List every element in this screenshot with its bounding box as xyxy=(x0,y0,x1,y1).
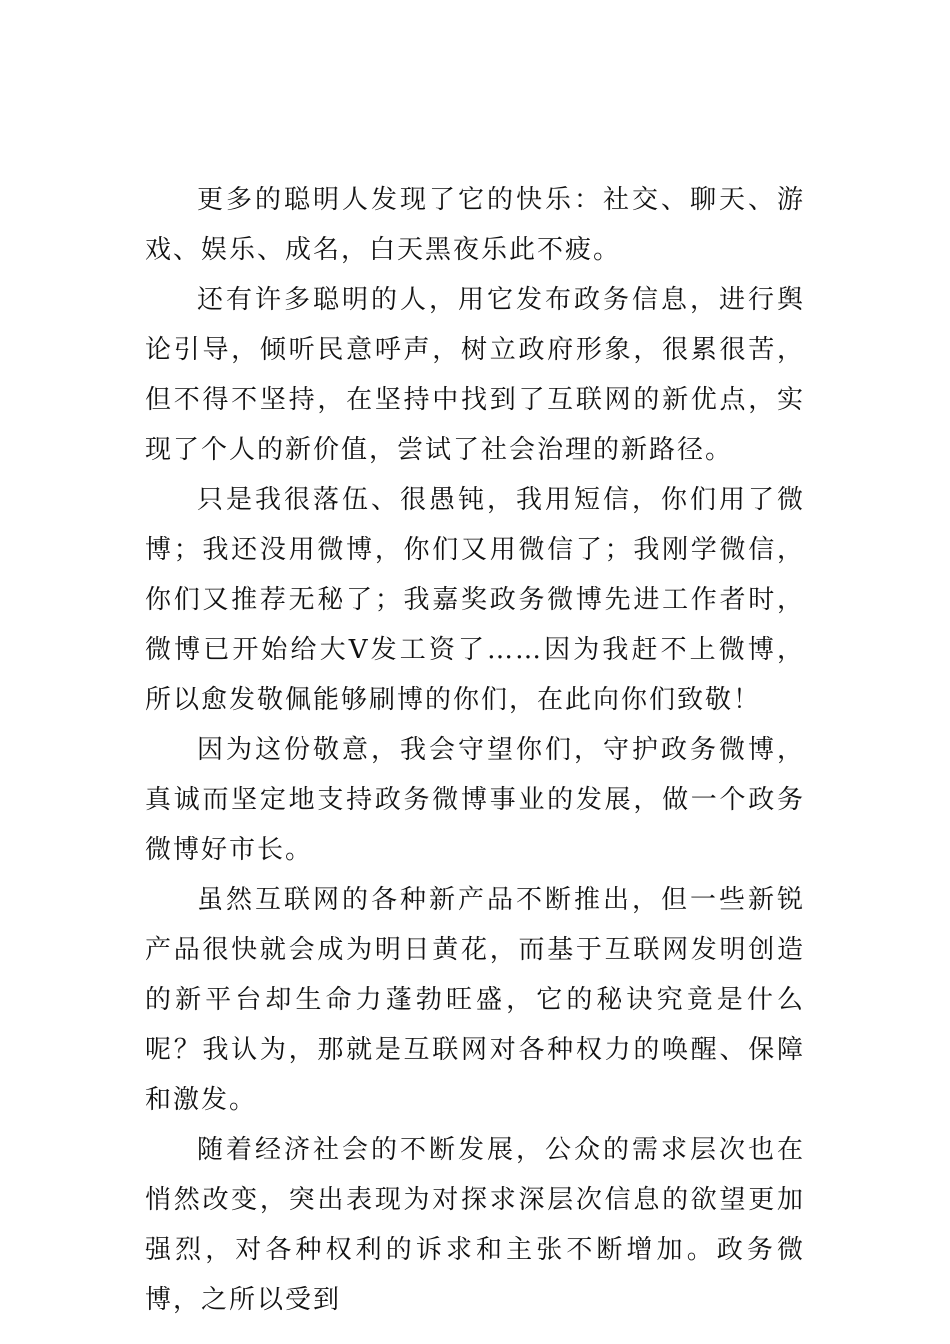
paragraph: 随着经济社会的不断发展，公众的需求层次也在悄然改变，突出表现为对探求深层次信息的欲望更加强烈，对各种权利的诉求和主张不断增加。政务微博，之所以受到 xyxy=(145,1135,805,1315)
paragraph: 只是我很落伍、很愚钝，我用短信，你们用了微博；我还没用微博，你们又用微信了；我刚学微信，你们又推荐无秘了；我嘉奖政务微博先进工作者时，微博已开始给大V发工资了……因为我赶不上微博，所以愈发敬佩能够刷博的你们，在此向你们致敬！ xyxy=(145,485,805,715)
paragraph: 因为这份敬意，我会守望你们，守护政务微博，真诚而坚定地支持政务微博事业的发展，做一个政务微博好市长。 xyxy=(145,735,805,865)
paragraph: 更多的聪明人发现了它的快乐：社交、聊天、游戏、娱乐、成名，白天黑夜乐此不疲。 xyxy=(145,185,805,265)
document-body xyxy=(145,175,805,1325)
paragraph: 虽然互联网的各种新产品不断推出，但一些新锐产品很快就会成为明日黄花，而基于互联网发明创造的新平台却生命力蓬勃旺盛，它的秘诀究竟是什么呢？我认为，那就是互联网对各种权力的唤醒、保障和激发。 xyxy=(145,885,805,1115)
paragraph: 还有许多聪明的人，用它发布政务信息，进行舆论引导，倾听民意呼声，树立政府形象，很累很苦，但不得不坚持，在坚持中找到了互联网的新优点，实现了个人的新价值，尝试了社会治理的新路径。 xyxy=(145,285,805,465)
